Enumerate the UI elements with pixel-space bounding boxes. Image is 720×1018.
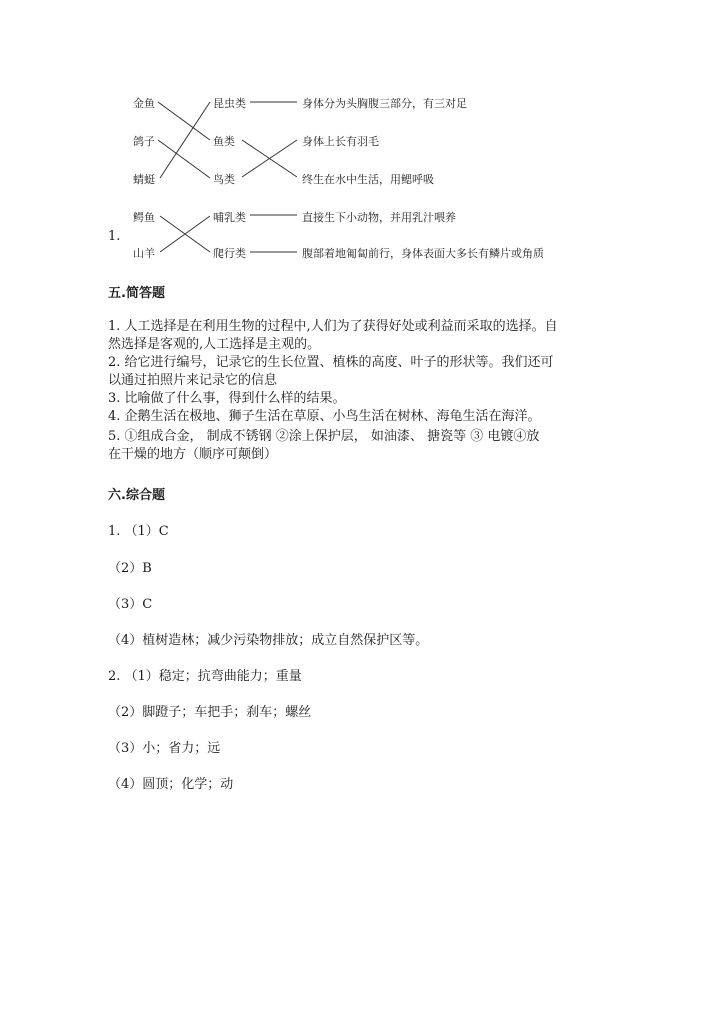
answer-item: （2）B [108, 561, 152, 576]
line-pigeon-bird [158, 140, 210, 178]
section-title: 六.综合题 [108, 488, 165, 503]
animal-goat: 山羊 [133, 247, 155, 260]
answer-line: 3. 比喻做了什么事，得到什么样的结果。 [108, 391, 346, 406]
answer-line: 4. 企鹅生活在极地、狮子生活在草原、小鸟生活在树林、海龟生活在海洋。 [108, 409, 541, 424]
answer-item: （3）小；省力；远 [108, 741, 221, 756]
answer-item: （2）脚蹬子；车把手；刹车；螺丝 [108, 705, 312, 720]
answer-line: 2. 给它进行编号，记录它的生长位置、植株的高度、叶子的形状等。我们还可 [108, 355, 554, 370]
answer-line: 5. ①组成合金， 制成不锈钢 ②涂上保护层， 如油漆、 搪瓷等 ③ 电镀④放 [108, 429, 540, 444]
desc-reptile: 腹部着地匍匐前行，身体表面大多长有鳞片或角质 [302, 247, 544, 260]
class-fish: 鱼类 [213, 135, 235, 148]
answer-item: （4）圆顶；化学；动 [108, 777, 234, 792]
class-mammal: 哺乳类 [213, 211, 246, 224]
desc-insect: 身体分为头胸腹三部分，有三对足 [302, 97, 467, 110]
answer-item: 1. （1）C [108, 524, 169, 539]
animal-pigeon: 鸽子 [133, 135, 155, 148]
question-number: 1. [108, 229, 121, 244]
desc-water: 终生在水中生活，用鳃呼吸 [302, 173, 434, 186]
line-dragonfly-insect [160, 102, 210, 178]
desc-feather: 身体上长有羽毛 [302, 135, 379, 148]
class-insect: 昆虫类 [213, 97, 246, 110]
animal-crocodile: 鳄鱼 [133, 211, 155, 224]
class-reptile: 爬行类 [213, 247, 246, 260]
answer-item: （4）植树造林；减少污染物排放；成立自然保护区等。 [108, 633, 429, 648]
answer-item: （3）C [108, 597, 153, 612]
answer-line: 然选择是客观的,人工选择是主观的。 [108, 337, 321, 352]
desc-mammal: 直接生下小动物，并用乳汁喂养 [302, 211, 456, 224]
answer-line: 在干燥的地方（顺序可颠倒） [108, 447, 278, 462]
class-bird: 鸟类 [213, 173, 235, 186]
animal-dragonfly: 蜻蜓 [133, 173, 155, 186]
animal-goldfish: 金鱼 [133, 97, 155, 110]
answer-line: 1. 人工选择是在利用生物的过程中,人们为了获得好处或利益而采取的选择。自 [108, 319, 558, 334]
line-goldfish-fish [158, 102, 210, 140]
answer-item: 2. （1）稳定；抗弯曲能力；重量 [108, 669, 302, 684]
answer-line: 以通过拍照片来记录它的信息 [108, 373, 278, 388]
section-title: 五.简答题 [108, 286, 165, 301]
